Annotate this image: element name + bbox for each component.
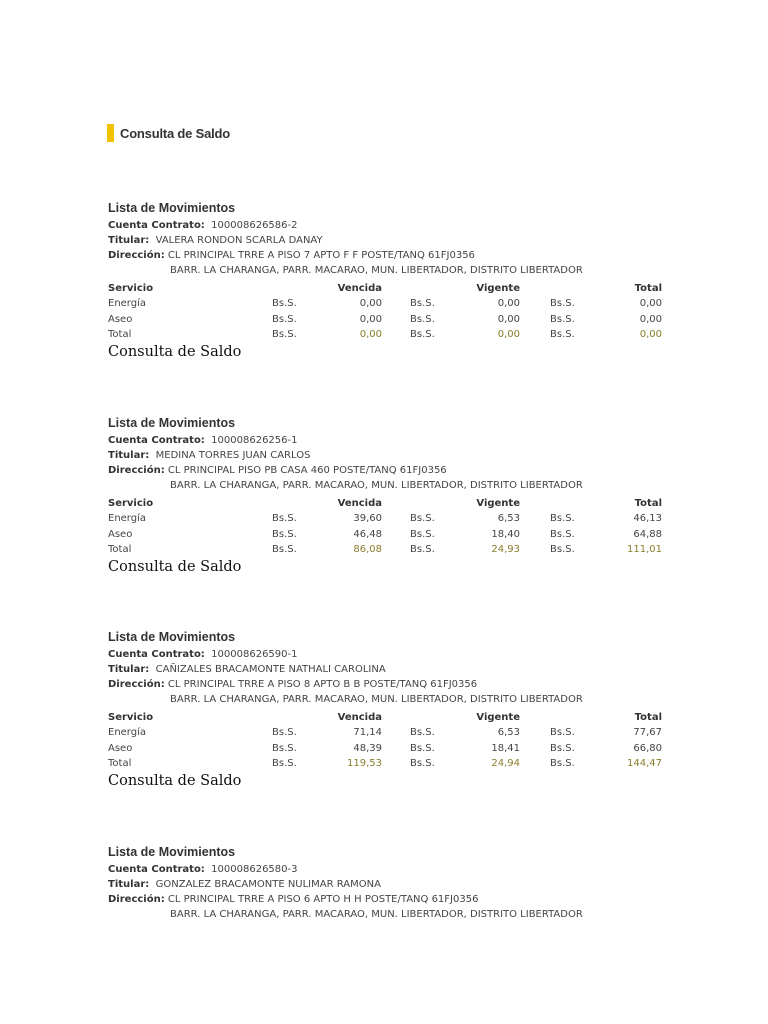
cuenta-value: 100008626580-3: [211, 864, 298, 875]
titular-value: VALERA RONDON SCARLA DANAY: [155, 235, 323, 246]
direccion-value-2: BARR. LA CHARANGA, PARR. MACARAO, MUN. LIBERTADOR, DISTRITO LIBERTADOR: [170, 265, 583, 276]
total-cell: 66,80: [633, 742, 662, 754]
servicio-cell: Energía: [108, 513, 146, 524]
currency-cell: Bs.S.: [272, 544, 297, 555]
currency-cell: Bs.S.: [550, 742, 575, 754]
cuenta-label: Cuenta Contrato:: [108, 649, 205, 660]
list-title: Lista de Movimientos: [108, 416, 236, 430]
currency-cell: Bs.S.: [272, 727, 297, 738]
currency-cell: Bs.S.: [410, 742, 435, 754]
vencida-cell: 0,00: [359, 329, 382, 340]
col-vigente: Vigente: [476, 283, 520, 294]
cuenta-value: 100008626590-1: [211, 649, 298, 660]
servicio-cell: Energía: [108, 298, 146, 309]
total-cell: 46,13: [633, 513, 662, 524]
vigente-cell: 0,00: [497, 313, 520, 325]
total-cell: 0,00: [639, 329, 662, 340]
accent-bar: [107, 124, 114, 142]
col-total: Total: [634, 283, 662, 294]
direccion-value-1: CL PRINCIPAL TRRE A PISO 7 APTO F F POSTE/TANQ 61FJ0356: [167, 250, 475, 261]
col-servicio: Servicio: [108, 712, 154, 723]
currency-cell: Bs.S.: [272, 329, 297, 340]
col-servicio: Servicio: [108, 283, 154, 294]
list-title: Lista de Movimientos: [108, 201, 236, 215]
currency-cell: Bs.S.: [410, 758, 435, 769]
table-row: [108, 726, 664, 740]
currency-cell: Bs.S.: [410, 528, 435, 540]
vigente-cell: 6,53: [497, 727, 520, 738]
vencida-cell: 0,00: [359, 298, 382, 309]
col-vigente: Vigente: [476, 712, 520, 723]
vencida-cell: 48,39: [353, 742, 382, 754]
cuenta-line: [108, 649, 298, 661]
table-header-row: [108, 497, 664, 511]
currency-cell: Bs.S.: [550, 528, 575, 540]
table-row: [108, 512, 664, 526]
servicio-cell: Aseo: [108, 313, 133, 325]
direccion-line: [108, 679, 477, 691]
currency-cell: Bs.S.: [550, 298, 575, 309]
table-row: [108, 313, 664, 327]
vigente-cell: 0,00: [497, 329, 520, 340]
col-vencida: Vencida: [337, 498, 382, 509]
titular-line: [108, 879, 381, 891]
col-total: Total: [634, 498, 662, 509]
titular-label: Titular:: [108, 664, 150, 675]
table-row: [108, 543, 664, 557]
col-total: Total: [634, 712, 662, 723]
cuenta-line: [108, 864, 298, 876]
list-title: Lista de Movimientos: [108, 845, 236, 859]
table-header-row: [108, 282, 664, 296]
cuenta-value: 100008626586-2: [211, 220, 298, 231]
vigente-cell: 6,53: [497, 513, 520, 524]
servicio-cell: Total: [108, 758, 132, 769]
titular-line: [108, 235, 323, 247]
vigente-cell: 24,94: [491, 758, 520, 769]
titular-value: MEDINA TORRES JUAN CARLOS: [155, 450, 311, 461]
vencida-cell: 39,60: [353, 513, 382, 524]
list-title: Lista de Movimientos: [108, 630, 236, 644]
currency-cell: Bs.S.: [272, 513, 297, 524]
direccion-value-2: BARR. LA CHARANGA, PARR. MACARAO, MUN. LIBERTADOR, DISTRITO LIBERTADOR: [170, 480, 583, 491]
total-cell: 0,00: [639, 298, 662, 309]
titular-line: [108, 450, 310, 462]
servicio-cell: Total: [108, 544, 132, 555]
servicio-cell: Total: [108, 329, 132, 340]
col-vigente: Vigente: [476, 498, 520, 509]
currency-cell: Bs.S.: [272, 298, 297, 309]
cuenta-label: Cuenta Contrato:: [108, 220, 205, 231]
direccion-value-1: CL PRINCIPAL TRRE A PISO 6 APTO H H POSTE/TANQ 61FJ0356: [167, 894, 479, 905]
direccion-line: [108, 250, 475, 262]
table-row: [108, 328, 664, 342]
table-row: [108, 297, 664, 311]
direccion-label: Dirección:: [108, 250, 165, 261]
direccion-label: Dirección:: [108, 679, 165, 690]
cuenta-label: Cuenta Contrato:: [108, 435, 205, 446]
titular-label: Titular:: [108, 235, 150, 246]
servicio-cell: Aseo: [108, 528, 133, 540]
direccion-value-1: CL PRINCIPAL PISO PB CASA 460 POSTE/TANQ 61FJ0356: [167, 465, 447, 476]
currency-cell: Bs.S.: [272, 742, 297, 754]
currency-cell: Bs.S.: [410, 329, 435, 340]
vencida-cell: 71,14: [353, 727, 382, 738]
titular-value: GONZALEZ BRACAMONTE NULIMAR RAMONA: [155, 879, 381, 890]
col-servicio: Servicio: [108, 498, 154, 509]
currency-cell: Bs.S.: [550, 544, 575, 555]
titular-value: CAÑIZALES BRACAMONTE NATHALI CAROLINA: [155, 664, 386, 675]
servicio-cell: Energía: [108, 727, 146, 738]
col-vencida: Vencida: [337, 712, 382, 723]
vigente-cell: 0,00: [497, 298, 520, 309]
total-cell: 77,67: [633, 727, 662, 738]
col-vencida: Vencida: [337, 283, 382, 294]
currency-cell: Bs.S.: [410, 298, 435, 309]
titular-label: Titular:: [108, 879, 150, 890]
vencida-cell: 0,00: [359, 313, 382, 325]
page-header: [107, 124, 230, 142]
consulta-saldo-link[interactable]: Consulta de Saldo: [108, 344, 242, 360]
currency-cell: Bs.S.: [410, 513, 435, 524]
vigente-cell: 24,93: [491, 544, 520, 555]
cuenta-label: Cuenta Contrato:: [108, 864, 205, 875]
table-header-row: [108, 711, 664, 725]
table-row: [108, 757, 664, 771]
currency-cell: Bs.S.: [272, 313, 297, 325]
currency-cell: Bs.S.: [410, 313, 435, 325]
direccion-label: Dirección:: [108, 465, 165, 476]
currency-cell: Bs.S.: [410, 544, 435, 555]
direccion-label: Dirección:: [108, 894, 165, 905]
direccion-value-2: BARR. LA CHARANGA, PARR. MACARAO, MUN. LIBERTADOR, DISTRITO LIBERTADOR: [170, 694, 583, 705]
direccion-value-1: CL PRINCIPAL TRRE A PISO 8 APTO B B POSTE/TANQ 61FJ0356: [167, 679, 478, 690]
vencida-cell: 86,08: [353, 544, 382, 555]
cuenta-line: [108, 435, 298, 447]
table-row: [108, 528, 664, 542]
vigente-cell: 18,41: [491, 742, 520, 754]
currency-cell: Bs.S.: [272, 758, 297, 769]
cuenta-value: 100008626256-1: [211, 435, 298, 446]
currency-cell: Bs.S.: [272, 528, 297, 540]
cuenta-line: [108, 220, 298, 232]
vigente-cell: 18,40: [491, 528, 520, 540]
currency-cell: Bs.S.: [550, 313, 575, 325]
total-cell: 111,01: [627, 544, 662, 555]
titular-line: [108, 664, 386, 676]
table-row: [108, 742, 664, 756]
currency-cell: Bs.S.: [550, 513, 575, 524]
vencida-cell: 46,48: [353, 528, 382, 540]
currency-cell: Bs.S.: [550, 727, 575, 738]
total-cell: 64,88: [633, 528, 662, 540]
consulta-saldo-link[interactable]: Consulta de Saldo: [108, 559, 242, 575]
direccion-value-2: BARR. LA CHARANGA, PARR. MACARAO, MUN. LIBERTADOR, DISTRITO LIBERTADOR: [170, 909, 583, 920]
total-cell: 0,00: [639, 313, 662, 325]
page-title: Consulta de Saldo: [120, 125, 231, 141]
titular-label: Titular:: [108, 450, 150, 461]
consulta-saldo-link[interactable]: Consulta de Saldo: [108, 773, 242, 789]
currency-cell: Bs.S.: [550, 329, 575, 340]
currency-cell: Bs.S.: [550, 758, 575, 769]
vencida-cell: 119,53: [347, 758, 382, 769]
direccion-line: [108, 465, 447, 477]
total-cell: 144,47: [627, 758, 662, 769]
direccion-line: [108, 894, 478, 906]
currency-cell: Bs.S.: [410, 727, 435, 738]
servicio-cell: Aseo: [108, 742, 133, 754]
